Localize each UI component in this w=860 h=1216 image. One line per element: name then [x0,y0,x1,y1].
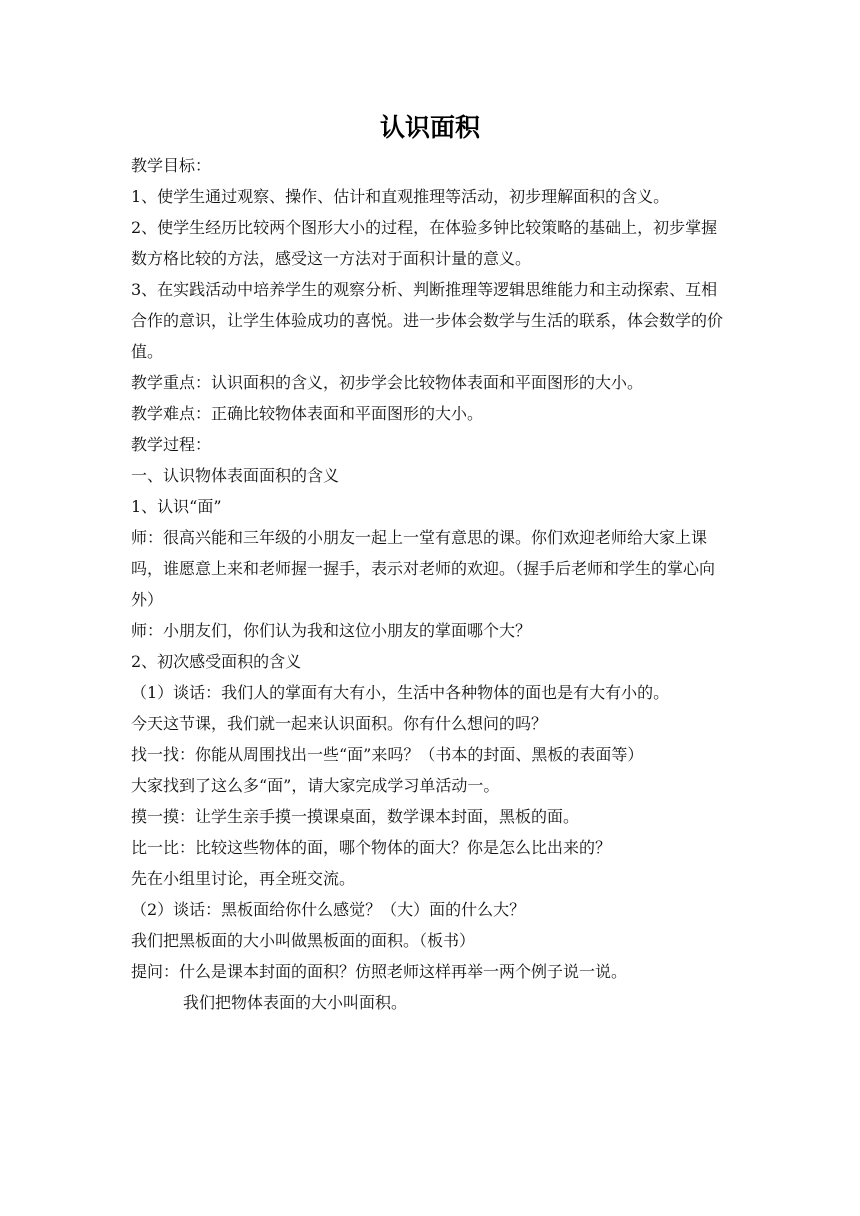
body-line: 先在小组里讨论，再全班交流。 [131,869,356,888]
section-heading-objectives: 教学目标： [131,156,212,175]
activity-find: 找一找：你能从周围找出一些“面”来吗？（书本的封面、黑板的表面等） [131,745,644,764]
step-heading-2: 2、初次感受面积的含义 [131,652,302,671]
talk-line-1: （1）谈话：我们人的掌面有大有小，生活中各种物体的面也是有大有小的。 [131,683,670,702]
body-line: 大家找到了这么多“面”，请大家完成学习单活动一。 [131,776,500,795]
body-line: 今天这节课，我们就一起来认识面积。你有什么想问的吗？ [131,714,548,733]
step-heading-1: 1、认识“面” [131,497,222,516]
document-body [131,150,733,1018]
talk-line-2: （2）谈话：黑板面给你什么感觉？（大）面的什么大？ [131,900,526,919]
activity-touch: 摸一摸：让学生亲手摸一摸课桌面，数学课本封面，黑板的面。 [131,807,580,826]
definition-line: 我们把物体表面的大小叫面积。 [183,993,408,1012]
body-line: 我们把黑板面的大小叫做黑板面的面积。（板书） [131,931,476,950]
document-title: 认识面积 [379,113,480,142]
objective-item-2: 2、使学生经历比较两个图形大小的过程，在体验多钟比较策略的基础上，初步掌握数方格比较的方法，感受这一方法对于面积计量的意义。 [131,218,718,268]
question-line: 提问：什么是课本封面的面积？仿照老师这样再举一两个例子说一说。 [131,962,628,981]
section-heading-process: 教学过程： [131,435,212,454]
activity-compare: 比一比：比较这些物体的面，哪个物体的面大？你是怎么比出来的？ [131,838,612,857]
part-heading-1: 一、认识物体表面面积的含义 [131,466,340,485]
key-point: 教学重点：认识面积的含义，初步学会比较物体表面和平面图形的大小。 [131,373,644,392]
objective-item-1: 1、使学生通过观察、操作、估计和直观推理等活动，初步理解面积的含义。 [131,187,670,206]
objective-item-3: 3、在实践活动中培养学生的观察分析、判断推理等逻辑思维能力和主动探索、互相合作的意识，让学生体验成功的喜悦。进一步体会数学与生活的联系，体会数学的价值。 [131,280,724,361]
teacher-line-2: 师：小朋友们，你们认为我和这位小朋友的掌面哪个大？ [131,621,532,640]
difficult-point: 教学难点：正确比较物体表面和平面图形的大小。 [131,404,484,423]
teacher-line-1: 师：很高兴能和三年级的小朋友一起上一堂有意思的课。你们欢迎老师给大家上课吗，谁愿意上来和老师握一握手，表示对老师的欢迎。（握手后老师和学生的掌心向外） [131,528,716,609]
